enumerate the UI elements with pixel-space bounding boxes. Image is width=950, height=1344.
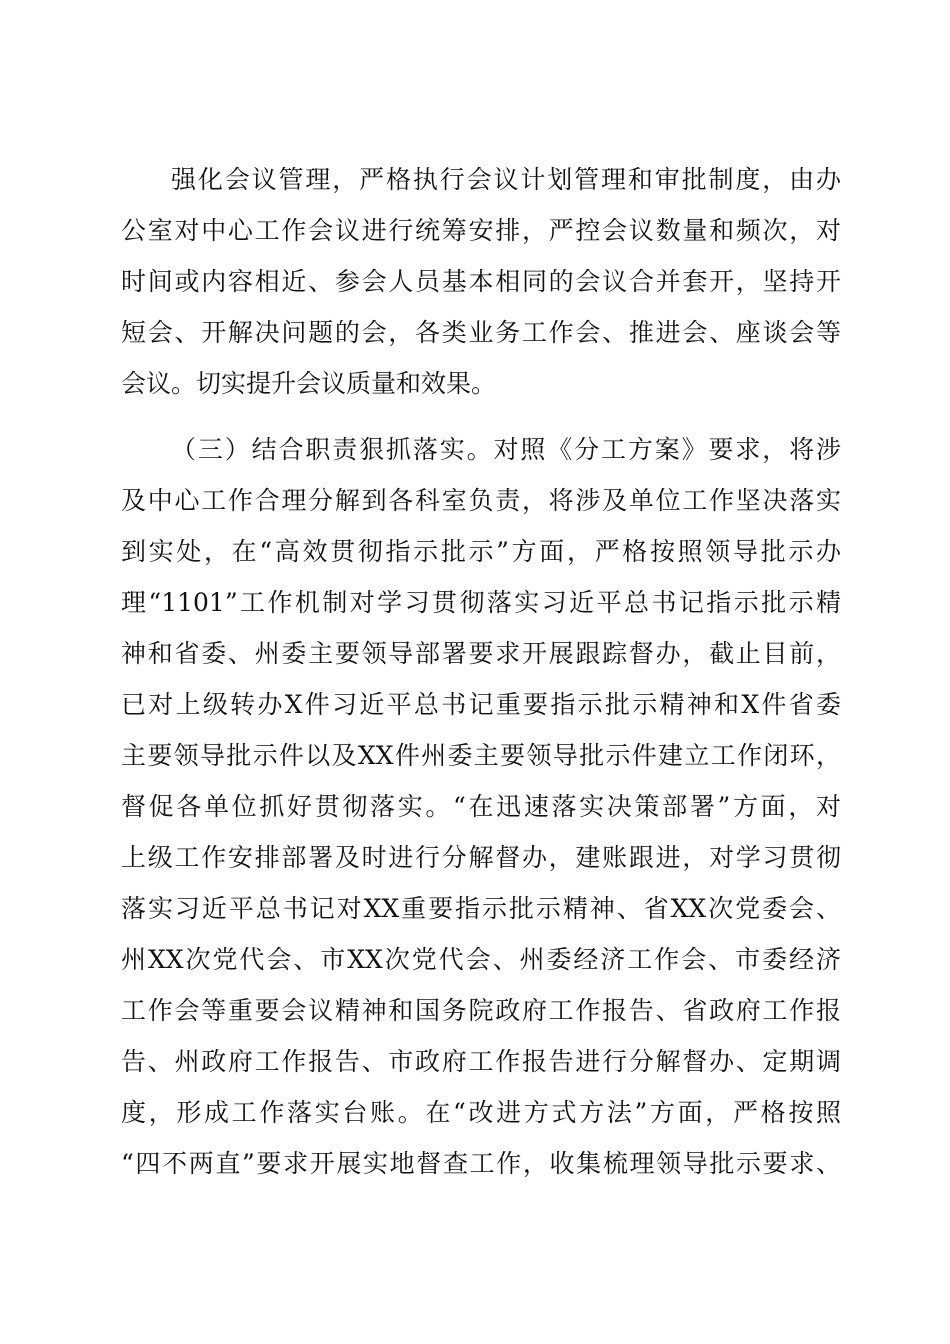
text-line: 神和省委、州委主要领导部署要求开展跟踪督办，截止目前， [121, 639, 841, 668]
text-line: 工作会等重要会议精神和国务院政府工作报告、省政府工作报 [121, 996, 841, 1025]
text-line: 理“1101”工作机制对学习贯彻落实习近平总书记指示批示精 [121, 588, 841, 617]
text-line: 公室对中心工作会议进行统筹安排，严控会议数量和频次，对 [121, 216, 841, 245]
text-line: 督促各单位抓好贯彻落实。“在迅速落实决策部署”方面，对 [121, 792, 841, 821]
text-line: 及中心工作合理分解到各科室负责，将涉及单位工作坚决落实 [121, 486, 841, 515]
text-line: 会议。切实提升会议质量和效果。 [121, 369, 497, 398]
text-line: 落实习近平总书记对XX重要指示批示精神、省XX次党委会、 [121, 894, 841, 923]
text-line: 度，形成工作落实台账。在“改进方式方法”方面，严格按照 [121, 1098, 841, 1127]
text-line: 主要领导批示件以及XX件州委主要领导批示件建立工作闭环， [121, 741, 841, 770]
text-line: 已对上级转办X件习近平总书记重要指示批示精神和X件省委 [121, 690, 841, 719]
text-line: 时间或内容相近、参会人员基本相同的会议合并套开，坚持开 [121, 267, 841, 296]
text-line: 短会、开解决问题的会，各类业务工作会、推进会、座谈会等 [121, 318, 841, 347]
text-line: “四不两直”要求开展实地督查工作，收集梳理领导批示要求、 [121, 1149, 841, 1178]
text-line: 强化会议管理，严格执行会议计划管理和审批制度，由办 [171, 165, 841, 194]
text-line: 州XX次党代会、市XX次党代会、州委经济工作会、市委经济 [121, 945, 841, 974]
text-line: 告、州政府工作报告、市政府工作报告进行分解督办、定期调 [121, 1047, 841, 1076]
text-line: 到实处，在“高效贯彻指示批示”方面，严格按照领导批示办 [121, 537, 841, 566]
text-line: 上级工作安排部署及时进行分解督办，建账跟进，对学习贯彻 [121, 843, 841, 872]
section-heading-line: （三）结合职责狠抓落实。对照《分工方案》要求，将涉 [171, 435, 841, 464]
